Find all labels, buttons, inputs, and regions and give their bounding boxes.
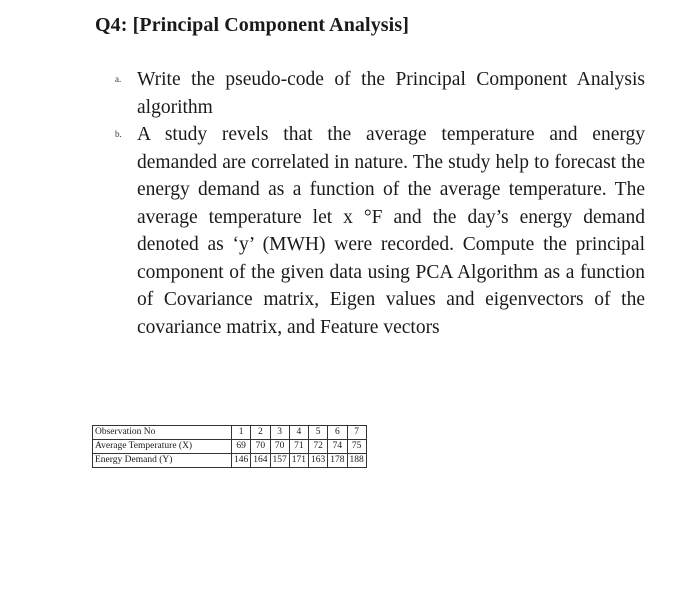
table-cell: 163 bbox=[309, 454, 328, 468]
table-cell: 164 bbox=[251, 454, 270, 468]
question-title: Q4: [Principal Component Analysis] bbox=[95, 14, 409, 36]
table-cell: 70 bbox=[270, 440, 289, 454]
item-a-text: Write the pseudo-code of the Principal Component Analysis algorithm bbox=[137, 69, 645, 118]
table-row bbox=[93, 440, 367, 454]
table-cell: 146 bbox=[232, 454, 251, 468]
item-b-marker: b. bbox=[115, 129, 122, 139]
table-cell: 4 bbox=[289, 426, 308, 440]
row-label: Observation No bbox=[93, 426, 232, 440]
table-cell: 72 bbox=[309, 440, 328, 454]
table-cell: 5 bbox=[309, 426, 328, 440]
table-row bbox=[93, 454, 367, 468]
table-cell: 1 bbox=[232, 426, 251, 440]
table-cell: 3 bbox=[270, 426, 289, 440]
data-table bbox=[92, 425, 367, 468]
table-cell: 2 bbox=[251, 426, 270, 440]
row-label: Energy Demand (Y) bbox=[93, 454, 232, 468]
item-a-marker: a. bbox=[115, 74, 122, 84]
table-cell: 188 bbox=[347, 454, 366, 468]
item-a bbox=[115, 66, 645, 121]
table-cell: 171 bbox=[289, 454, 308, 468]
item-b-text: A study revels that the average temperature and energy demanded are correlated in nature. The study help to forecast the energy demand as a function of the average temperature. The average temperature let x °F and the day’s energy demand denoted as ‘y’ (MWH) were recorded. Compute the principal component of the given data using PCA Algorithm as a function of Covariance matrix, Eigen values and eigenvectors of the covariance matrix, and Feature vectors bbox=[137, 124, 645, 338]
table-cell: 70 bbox=[251, 440, 270, 454]
table-cell: 71 bbox=[289, 440, 308, 454]
table-cell: 69 bbox=[232, 440, 251, 454]
table-cell: 6 bbox=[328, 426, 347, 440]
table-cell: 74 bbox=[328, 440, 347, 454]
table-cell: 7 bbox=[347, 426, 366, 440]
table-cell: 75 bbox=[347, 440, 366, 454]
table-cell: 178 bbox=[328, 454, 347, 468]
table-cell: 157 bbox=[270, 454, 289, 468]
item-b bbox=[115, 121, 645, 341]
table-row bbox=[93, 426, 367, 440]
row-label: Average Temperature (X) bbox=[93, 440, 232, 454]
